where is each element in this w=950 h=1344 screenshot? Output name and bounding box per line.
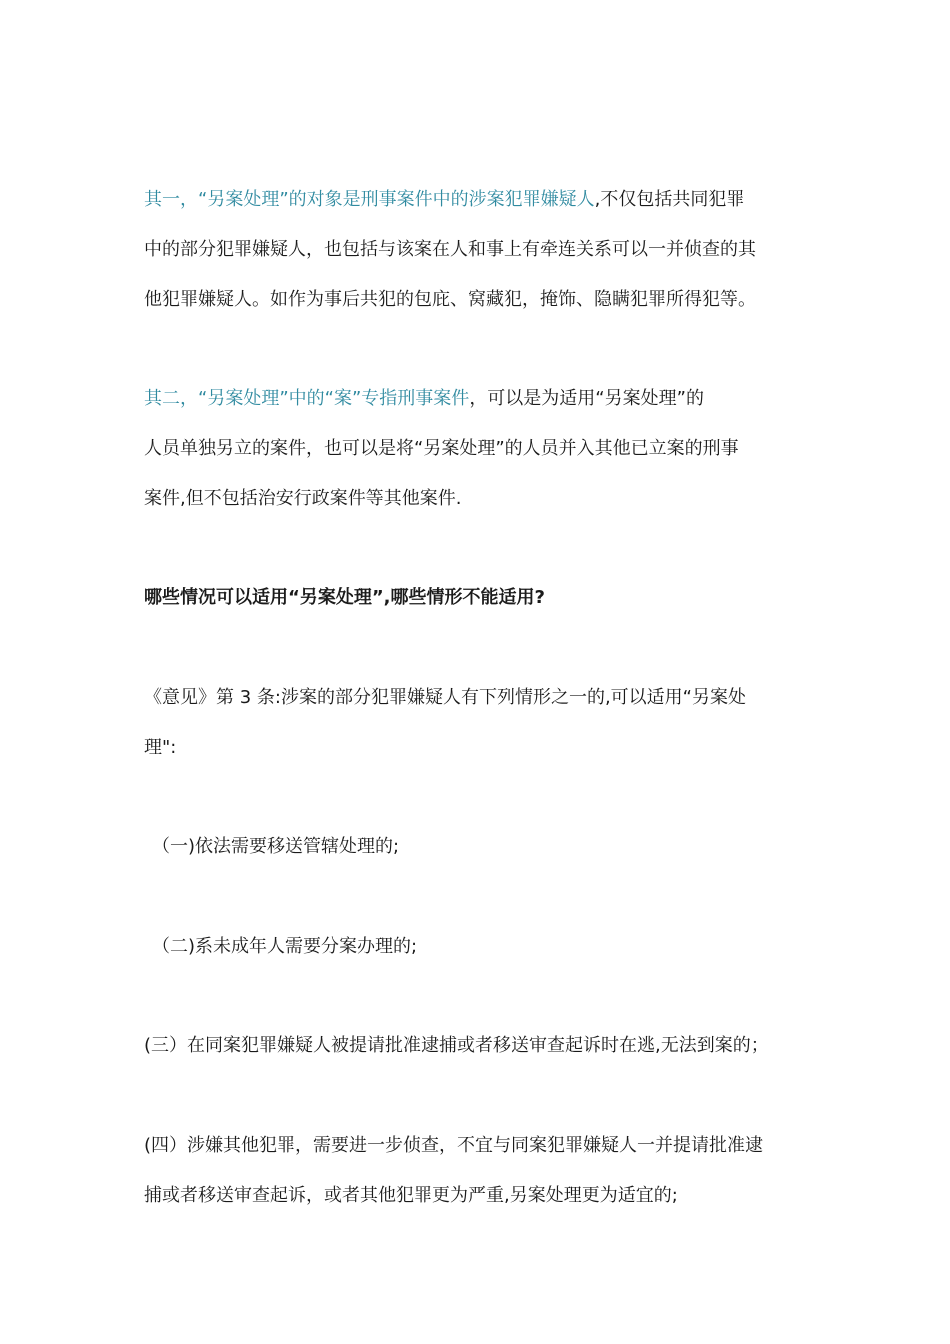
list-item-4-line-1: (四）涉嫌其他犯罪，需要进一步侦查，不宜与同案犯罪嫌疑人一并提请批准逮 xyxy=(144,1135,764,1156)
paragraph-1-line-2: 中的部分犯罪嫌疑人，也包括与该案在人和事上有牵连关系可以一并侦查的其 xyxy=(144,239,756,260)
paragraph-3-line-2: 理": xyxy=(144,737,177,758)
list-item-4-line-2: 捕或者移送审查起诉，或者其他犯罪更为严重,另案处理更为适宜的; xyxy=(144,1185,678,1206)
paragraph-2-line-2: 人员单独另立的案件，也可以是将“另案处理”的人员并入其他已立案的刑事 xyxy=(144,438,739,459)
paragraph-1-line-1 xyxy=(144,188,824,212)
list-item-1: （一)依法需要移送管辖处理的; xyxy=(152,836,400,857)
paragraph-2-line-3: 案件,但不包括治安行政案件等其他案件. xyxy=(144,488,462,509)
paragraph-2-text: ，可以是为适用“另案处理”的 xyxy=(469,388,704,409)
paragraph-2-highlight: 其二，“另案处理”中的“案”专指刑事案件 xyxy=(144,388,470,409)
list-item-3: (三）在同案犯罪嫌疑人被提请批准逮捕或者移送审查起诉时在逃,无法到案的； xyxy=(144,1035,769,1056)
section-heading: 哪些情况可以适用“另案处理”,哪些情形不能适用? xyxy=(144,587,545,608)
paragraph-2-line-1 xyxy=(144,387,824,411)
list-item-2: （二)系未成年人需要分案办理的; xyxy=(152,936,418,957)
paragraph-1-line-3: 他犯罪嫌疑人。如作为事后共犯的包庇、窝藏犯，掩饰、隐瞒犯罪所得犯等。 xyxy=(144,289,756,310)
paragraph-1-text: ,不仅包括共同犯罪 xyxy=(594,189,745,210)
paragraph-1-highlight: 其一，“另案处理”的对象是刑事案件中的涉案犯罪嫌疑人 xyxy=(144,189,595,210)
paragraph-3-line-1: 《意见》第 3 条:涉案的部分犯罪嫌疑人有下列情形之一的,可以适用“另案处 xyxy=(144,687,747,708)
